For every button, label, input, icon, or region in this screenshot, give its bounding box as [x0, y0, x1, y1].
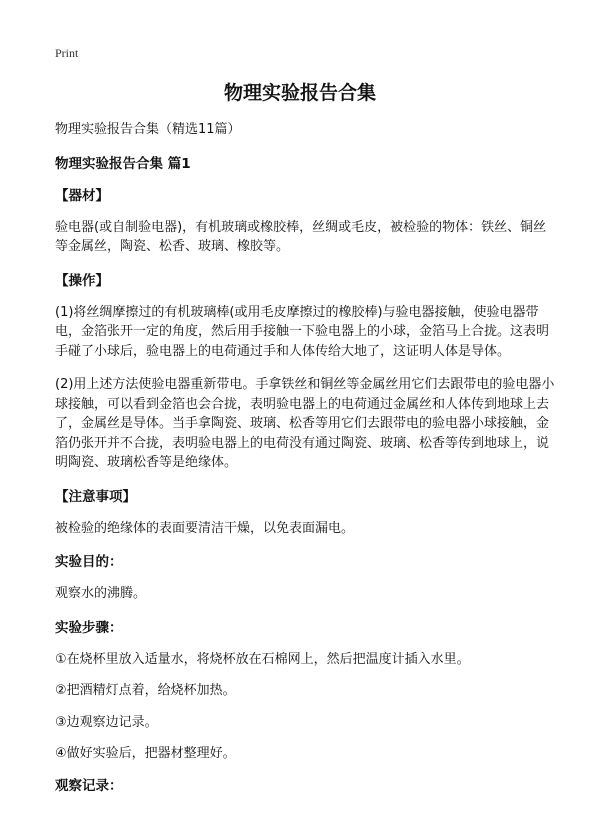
notes-paragraph: 被检验的绝缘体的表面要清洁干燥，以免表面漏电。 — [55, 520, 355, 536]
document-subtitle: 物理实验报告合集（精选11篇） — [55, 122, 241, 137]
operation-paragraph-2: (2)用上述方法使验电器重新带电。手拿铁丝和铜丝等金属丝用它们去跟带电的验电器小球接触，可以看到金箔也会合拢，表明验电器上的电荷通过金属丝和人体传到地球上去了，金属丝是导体。当手拿陶瓷、玻璃、松香等用它们去跟带电的验电器小球接触，金箔仍张开并不合拢，表明验电器上的电荷没有通过陶瓷、玻璃、松香等传到地球上，说明陶瓷、玻璃松香等是绝缘体。 — [55, 377, 555, 470]
step-item-2: ②把酒精灯点着，给烧杯加热。 — [55, 683, 236, 698]
step-item-4: ④做好实验后，把器材整理好。 — [55, 746, 236, 761]
operation-paragraph-1: (1)将丝绸摩擦过的有机玻璃棒(或用毛皮摩擦过的橡胶棒)与验电器接触，使验电器带电，金箔张开一定的角度，然后用手接触一下验电器上的小球，金箔马上合拢。这表明手碰了小球后，验电器上的电荷通过手和人体传给大地了，这证明人体是导体。 — [55, 304, 550, 359]
step-item-3: ③边观察边记录。 — [55, 714, 158, 730]
document-body — [55, 120, 555, 808]
section-title: 物理实验报告合集 篇1 — [55, 155, 191, 172]
equipment-paragraph: 验电器(或自制验电器)，有机玻璃或橡胶棒，丝绸或毛皮，被检验的物体：铁丝、铜丝等金属丝，陶瓷、松香、玻璃、橡胶等。 — [55, 219, 547, 254]
purpose-heading: 实验目的： — [55, 554, 123, 570]
print-link[interactable]: Print — [55, 46, 79, 60]
step-item-1: ①在烧杯里放入适量水，将烧杯放在石棉网上，然后把温度计插入水里。 — [55, 651, 470, 667]
purpose-paragraph: 观察水的沸腾。 — [55, 586, 147, 601]
notes-heading: 【注意事项】 — [55, 488, 136, 505]
operation-heading: 【操作】 — [55, 272, 109, 289]
record-heading: 观察记录： — [55, 777, 123, 794]
page-title: 物理实验报告合集 — [223, 82, 376, 104]
steps-heading: 实验步骤： — [55, 619, 123, 636]
equipment-heading: 【器材】 — [55, 187, 109, 204]
